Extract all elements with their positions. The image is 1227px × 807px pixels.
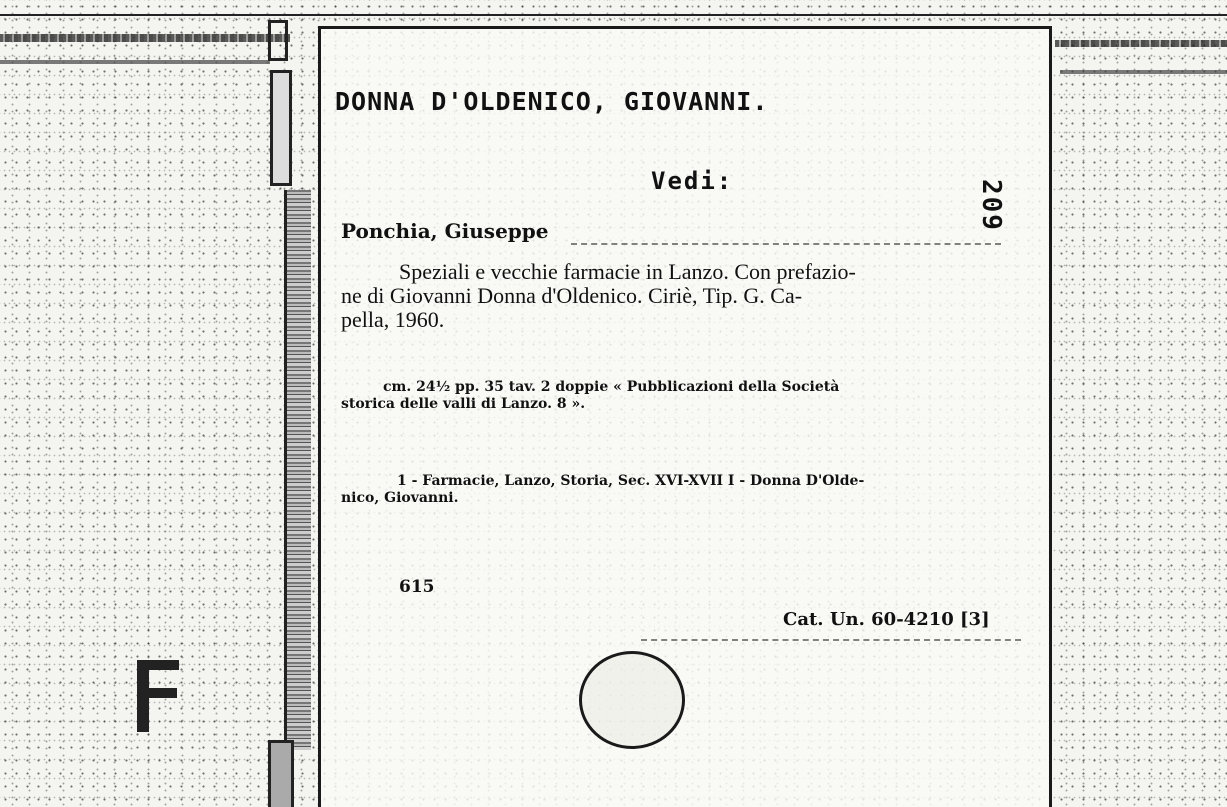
card-punch-hole	[579, 651, 685, 749]
catalogue-card	[318, 26, 1052, 807]
divider-line	[571, 243, 1001, 245]
author-name: Ponchia, Giuseppe	[341, 219, 549, 243]
card-binding-strip	[268, 10, 320, 807]
collation-entry	[341, 379, 1031, 413]
catalogue-number: Cat. Un. 60-4210 [3]	[783, 609, 990, 630]
card-heading: DONNA D'OLDENICO, GIOVANNI.	[335, 87, 769, 116]
binding-tab-top	[268, 20, 288, 61]
title-entry	[341, 260, 1021, 332]
shelf-number: 615	[399, 577, 435, 597]
subject-line: 1 - Farmacie, Lanzo, Storia, Sec. XVI-XVII I - Donna D'Olde-	[397, 473, 865, 489]
title-line: ne di Giovanni Donna d'Oldenico. Ciriè, Tip. G. Ca-	[341, 283, 803, 308]
neighbour-card-line-right	[1060, 70, 1227, 74]
side-number: 209	[976, 179, 1006, 232]
see-reference-label: Vedi:	[651, 167, 734, 195]
title-line: Speziali e vecchie farmacie in Lanzo. Con prefazio-	[399, 259, 856, 284]
subject-entry	[341, 473, 1031, 507]
top-edge-of-previous-card	[0, 0, 1227, 16]
binding-tab-bottom	[268, 740, 294, 807]
binding-edge	[284, 190, 311, 750]
neighbour-card-edge-right	[1055, 40, 1227, 47]
neighbour-card-line-left	[0, 60, 270, 64]
collation-line: storica delle valli di Lanzo. 8 ».	[341, 396, 586, 412]
binding-tab	[270, 70, 292, 186]
title-line: pella, 1960.	[341, 307, 445, 332]
neighbour-card-edge-left	[0, 34, 290, 42]
subject-line: nico, Giovanni.	[341, 490, 459, 506]
collation-line: cm. 24½ pp. 35 tav. 2 doppie « Pubblicazioni della Società	[383, 379, 840, 395]
divider-line	[641, 639, 1021, 641]
neighbour-card-letter-f	[137, 660, 179, 732]
